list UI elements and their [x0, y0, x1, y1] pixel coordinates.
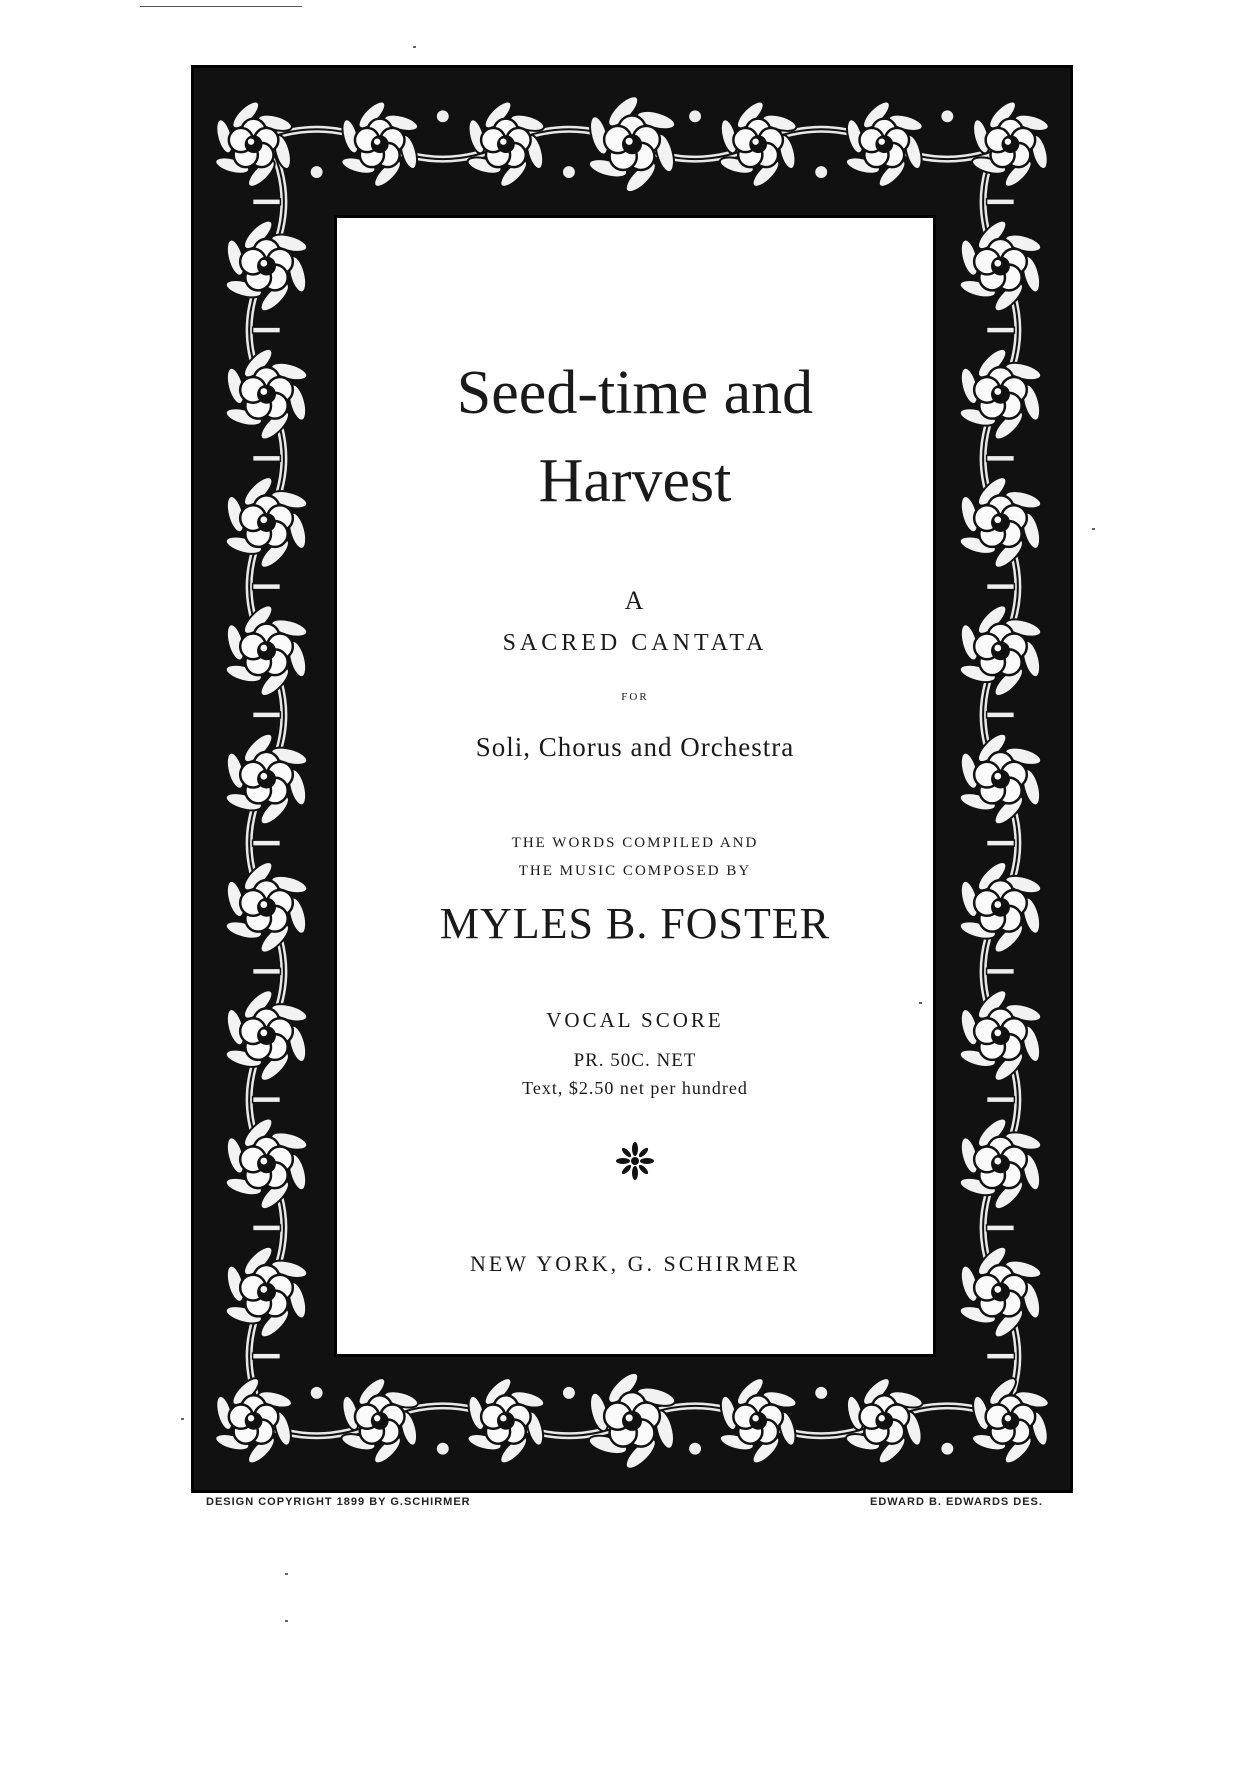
scoring-text: Soli, Chorus and Orchestra [475, 732, 795, 762]
design-copyright: DESIGN COPYRIGHT 1899 BY G.SCHIRMER [206, 1496, 471, 1508]
title-panel [337, 218, 933, 1354]
designer-credit: EDWARD B. EDWARDS DES. [870, 1496, 1043, 1508]
title-line-2: Harvest [538, 447, 732, 515]
article-text: A [624, 586, 646, 615]
for-text: FOR [621, 691, 649, 703]
scan-speck [285, 1620, 288, 1622]
price-text: PR. 50C. NET [573, 1050, 697, 1071]
credit-line-2: THE MUSIC COMPOSED BY [518, 863, 752, 879]
scan-speck [919, 1002, 922, 1004]
scan-speck [181, 1418, 184, 1420]
genre-text: SACRED CANTATA [502, 630, 768, 656]
composer-name: MYLES B. FOSTER [439, 899, 831, 948]
text-price: Text, $2.50 net per hundred [522, 1078, 748, 1098]
score-type: VOCAL SCORE [546, 1008, 724, 1032]
scan-edge-line [140, 6, 302, 7]
title-line-1: Seed-time and [456, 359, 814, 427]
flower-ornament-icon [615, 1141, 655, 1181]
credit-line-1: THE WORDS COMPILED AND [511, 835, 759, 851]
publisher-text: NEW YORK, G. SCHIRMER [469, 1251, 801, 1276]
scan-speck [285, 1573, 288, 1575]
scan-speck [1092, 528, 1095, 530]
scan-speck [413, 46, 416, 48]
